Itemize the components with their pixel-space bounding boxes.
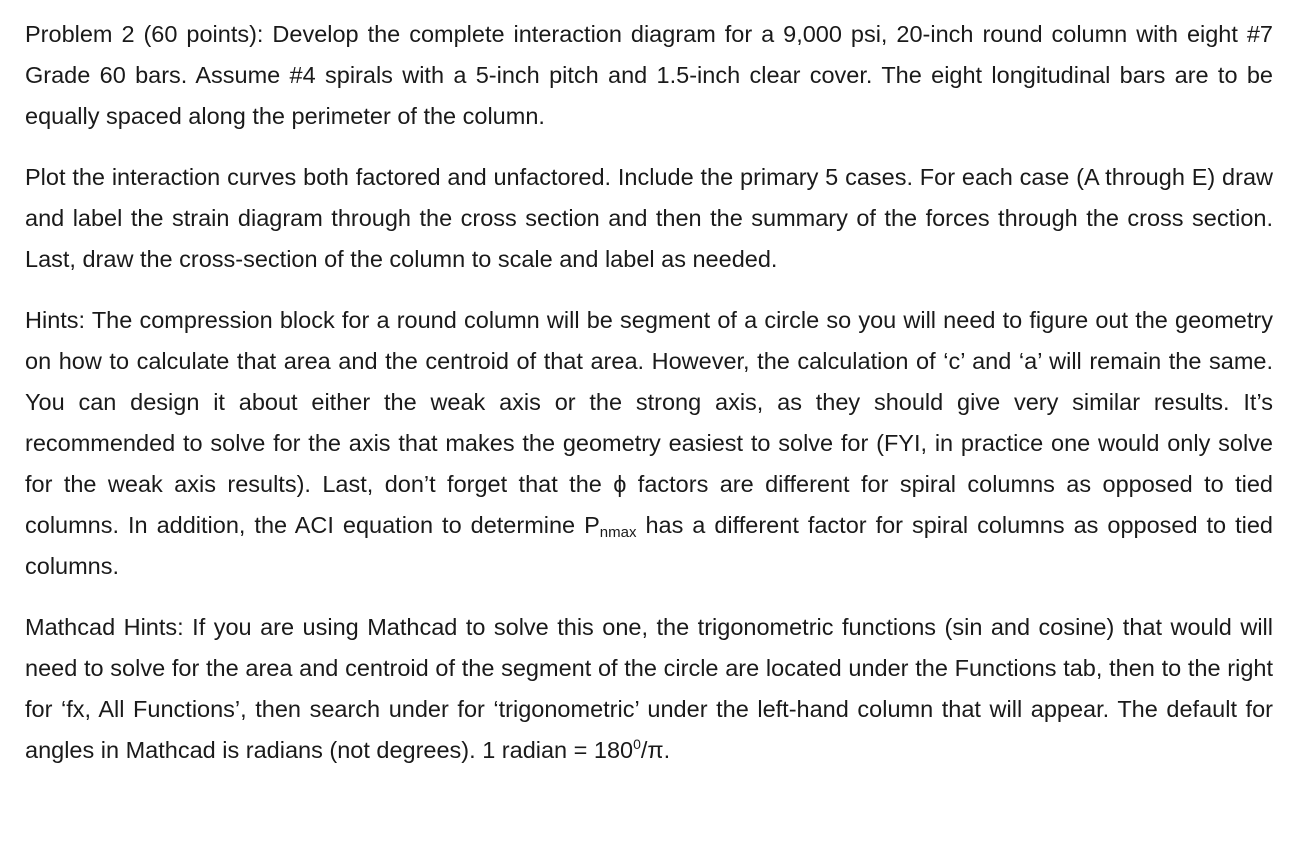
mathcad-text-b: /π.: [640, 737, 671, 763]
hints-text-b: has a different factor for spiral columns as opposed to tied columns.: [25, 512, 1273, 579]
degree-superscript: 0: [633, 736, 641, 752]
hints-paragraph: [25, 300, 1273, 587]
problem-statement: [25, 14, 1273, 137]
mathcad-text-a: Mathcad Hints: If you are using Mathcad to solve this one, the trigonometric functions (sin and cosine) that would will need to solve for the area and centroid of the segment of the circle are located under the Functions tab, then to the right for ‘fx, All Functions’, then search under for ‘trigonometric’ under the left-hand column that will appear. The default for angles in Mathcad is radians (not degrees). 1 radian = 180: [25, 614, 1273, 763]
plot-instructions: [25, 157, 1273, 280]
mathcad-hints-paragraph: [25, 607, 1273, 771]
problem-statement-text: Problem 2 (60 points): Develop the complete interaction diagram for a 9,000 psi, 20-inch round column with eight #7 Grade 60 bars. Assume #4 spirals with a 5-inch pitch and 1.5-inch clear cover. The eight longitudinal bars are to be equally spaced along the perimeter of the column.: [25, 21, 1273, 129]
plot-instructions-text: Plot the interaction curves both factored and unfactored. Include the primary 5 cases. For each case (A through E) draw and label the strain diagram through the cross section and then the summary of the forces through the cross section. Last, draw the cross-section of the column to scale and label as needed.: [25, 164, 1273, 272]
hints-text-a: Hints: The compression block for a round column will be segment of a circle so you will need to figure out the geometry on how to calculate that area and the centroid of that area. However, the calculation of ‘c’ and ‘a’ will remain the same. You can design it about either the weak axis or the strong axis, as they should give very similar results. It’s recommended to solve for the axis that makes the geometry easiest to solve for (FYI, in practice one would only solve for the weak axis results). Last, don’t forget that the ϕ factors are different for spiral columns as opposed to tied columns. In addition, the ACI equation to determine P: [25, 307, 1273, 538]
document-page: [25, 14, 1273, 791]
pnmax-subscript: nmax: [599, 524, 637, 541]
